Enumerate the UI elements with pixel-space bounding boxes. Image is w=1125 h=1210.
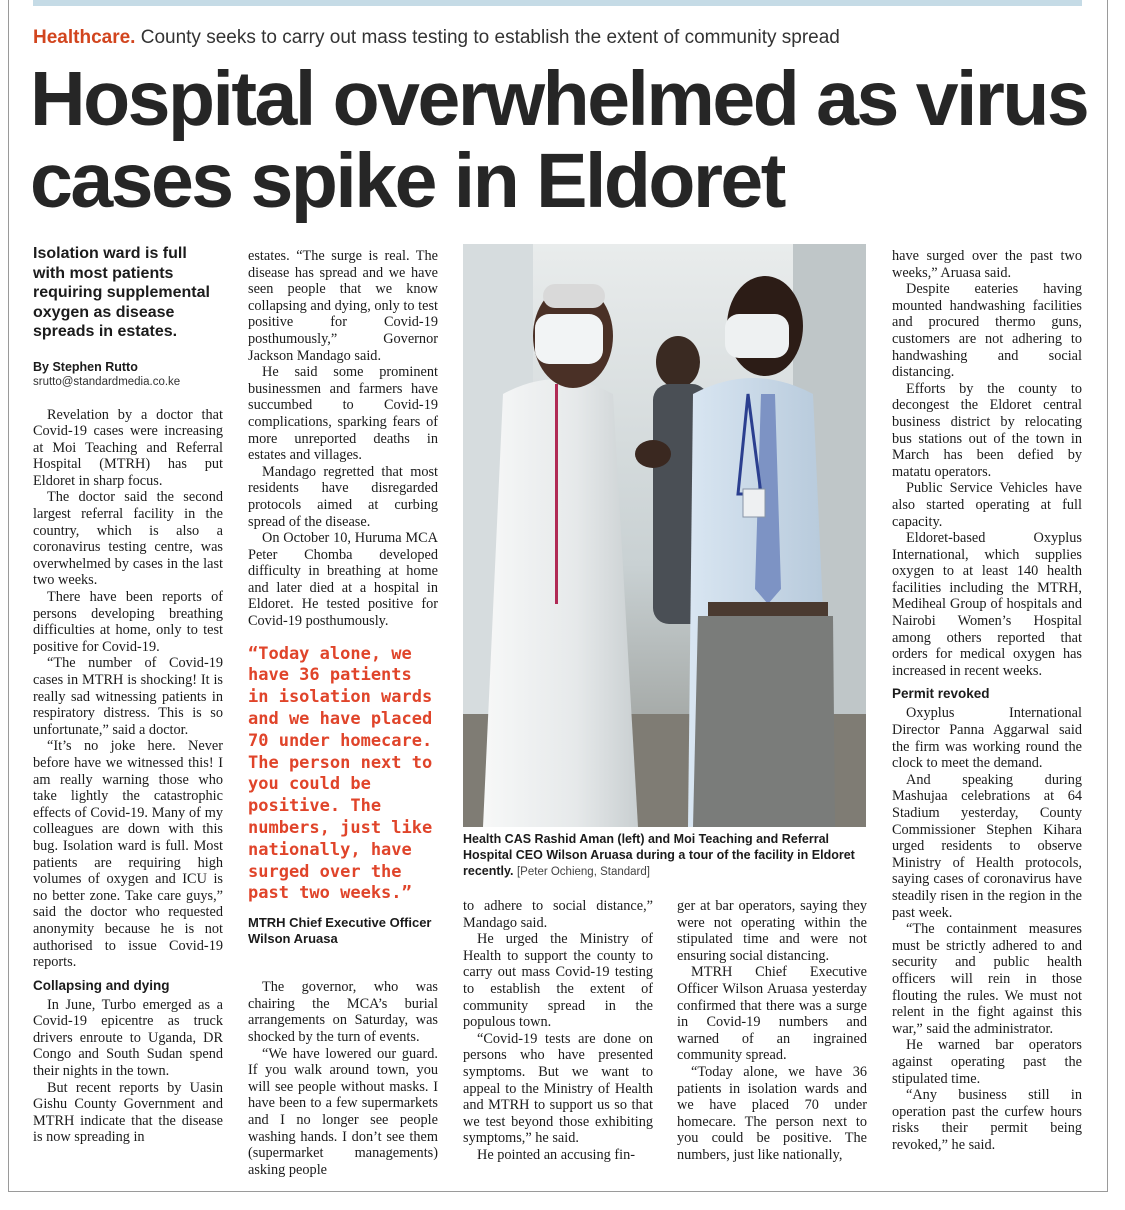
paragraph: “Today alone, we have 36 patients in isolation wards and we have placed 70 under homecare. The person next to you could be positive. The numbers, just like nationally, (677, 1063, 867, 1163)
paragraph: Oxyplus International Director Panna Aggarwal said the firm was working round the clock to meet the demand. (892, 705, 1082, 772)
paragraph: The governor, who was chairing the MCA’s burial arrangements on Saturday, was shocked by the turn of events. (248, 979, 438, 1045)
paragraph: The doctor said the second largest referral facility in the country, which is also a coronavirus testing centre, was overwhelmed by cases in the last two weeks. (33, 489, 223, 589)
paragraph: Public Service Vehicles have also started operating at full capacity. (892, 480, 1082, 530)
paragraph: Revelation by a doctor that Covid-19 cases were increasing at Moi Teaching and Referral Hospital (MTRH) has put Eldoret in sharp focus. (33, 406, 223, 489)
paragraph: “We have lowered our guard. If you walk around town, you will see people without masks. I have been to a few supermarkets and I no longer see people washing hands. I don’t see them (supermarket managements) asking people (248, 1045, 438, 1178)
column-5 (677, 898, 867, 1164)
photo-credit: [Peter Ochieng, Standard] (516, 866, 650, 878)
standfirst: Isolation ward is full with most patients requiring supplemental oxygen as disease spreads in estates. (33, 245, 210, 340)
paragraph: On October 10, Huruma MCA Peter Chomba developed difficulty in breathing at home and later died at a hospital in Eldoret. He tested positive for Covid-19 posthumously. (248, 530, 438, 630)
paragraph: ger at bar operators, saying they were not operating within the stipulated time and were not ensuring social distancing. (677, 898, 867, 964)
subhead-collapsing: Collapsing and dying (33, 977, 170, 993)
photo-caption (463, 831, 873, 880)
paragraph: But recent reports by Uasin Gishu County Government and MTRH indicate that the disease is now spreading in (33, 1079, 223, 1146)
paragraph: “Any business still in operation past the curfew hours risks their permit being revoked,” he said. (892, 1087, 1082, 1153)
paragraph: “The containment measures must be strictly adhered to and security and public health officers will rein in those flouting the rules. We must not relent in the fight against this war,” said the administrator. (892, 921, 1082, 1037)
paragraph: Mandago regretted that most residents have disregarded protocols aimed at curbing spread of the disease. (248, 463, 438, 530)
byline-email: srutto@standardmedia.co.ke (33, 375, 181, 388)
paragraph: MTRH Chief Executive Officer Wilson Aruasa yesterday confirmed that there was a surge in Covid-19 numbers and warned of an ingrained community spread. (677, 964, 867, 1064)
paragraph: to adhere to social distance,” Mandago said. (463, 898, 653, 931)
paragraph: estates. “The surge is real. The disease has spread and we have seen people that we know collapsing and dying, only to test positive for Covid-19 posthumously,” Governor Jackson Mandago said. (248, 248, 438, 364)
kicker-text: County seeks to carry out mass testing to establish the extent of community spread (140, 27, 840, 48)
paragraph: He said some prominent businessmen and farmers have succumbed to Covid-19 complications, sparking fears of more unreported deaths in estates and villages. (248, 364, 438, 464)
column-6 (892, 248, 1082, 1153)
column-1 (33, 244, 223, 1146)
byline-author: By Stephen Rutto (33, 359, 138, 374)
paragraph: Despite eateries having mounted handwashing facilities and procured thermo guns, customers are not adhering to handwashing and social distancing. (892, 281, 1082, 381)
paragraph: “The number of Covid-19 cases in MTRH is shocking! It is really sad witnessing patients in respiratory distress. This is so unfortunate,” said a doctor. (33, 655, 223, 738)
caption-text: Health CAS Rashid Aman (left) and Moi Teaching and Referral Hospital CEO Wilson Aruasa during a tour of the facility in Eldoret recently. (463, 832, 855, 878)
column-2 (248, 248, 438, 1178)
section-label: Healthcare. (33, 27, 136, 48)
paragraph: Efforts by the county to decongest the Eldoret central business district by relocating bus stations out of the town in March has been defied by matatu operators. (892, 380, 1082, 480)
paragraph: “Covid-19 tests are done on persons who have presented symptoms. But we want to appeal to the Ministry of Health and MTRH to support us so that we test beyond those exhibiting symptoms,” he said. (463, 1030, 653, 1147)
paragraph: He pointed an accusing fin- (477, 1146, 636, 1163)
kicker-line (33, 27, 840, 49)
subhead-permit: Permit revoked (892, 686, 990, 702)
paragraph: He urged the Ministry of Health to support the county to carry out mass Covid-19 testing to establish the extent of community spread in the populous town. (463, 931, 653, 1031)
paragraph: have surged over the past two weeks,” Aruasa said. (892, 248, 1082, 281)
paragraph: And speaking during Mashujaa celebrations at 64 Stadium yesterday, County Commissioner Stephen Kihara urged residents to observe Ministry of Health protocols, saying cases of coronavirus have steadily risen in the region in the past week. (892, 771, 1082, 921)
pull-quote-attribution: MTRH Chief Executive Officer Wilson Aruasa (248, 915, 432, 947)
paragraph: There have been reports of persons developing breathing difficulties at home, only to test positive for Covid-19. (33, 589, 223, 655)
column-4 (463, 898, 653, 1164)
paragraph: Eldoret-based Oxyplus International, which supplies oxygen to at least 140 health facilities including the MTRH, Mediheal Group of hospitals and Nairobi Women’s Hospital among others reported that orders for medical oxygen has increased in recent weeks. (892, 530, 1082, 679)
headline: Hospital overwhelmed as virus cases spike in Eldoret (30, 56, 1088, 224)
paragraph: He warned bar operators against operating past the stipulated time. (892, 1037, 1082, 1087)
pull-quote: “Today alone, we have 36 patients in isolation wards and we have placed 70 under homecare. The person next to you could be positive. The numbers, just like nationally, have surged over the past two weeks.” (248, 643, 433, 904)
paragraph: “It’s no joke here. Never before have we witnessed this! I am really warning those who take lightly the catastrophic effects of Covid-19. Many of my colleagues are down with this bug. Isolation ward is full. Most patients are requiring high volumes of oxygen and ICU is no better zone. Take care guys,” said the doctor who requested anonymity because he is not authorised to issue Covid-19 reports. (33, 738, 223, 971)
news-photo (463, 244, 866, 827)
paragraph: In June, Turbo emerged as a Covid-19 epicentre as truck drivers enroute to Uganda, DR Congo and South Sudan spend their nights in the town. (33, 996, 223, 1080)
top-rule (33, 0, 1082, 6)
